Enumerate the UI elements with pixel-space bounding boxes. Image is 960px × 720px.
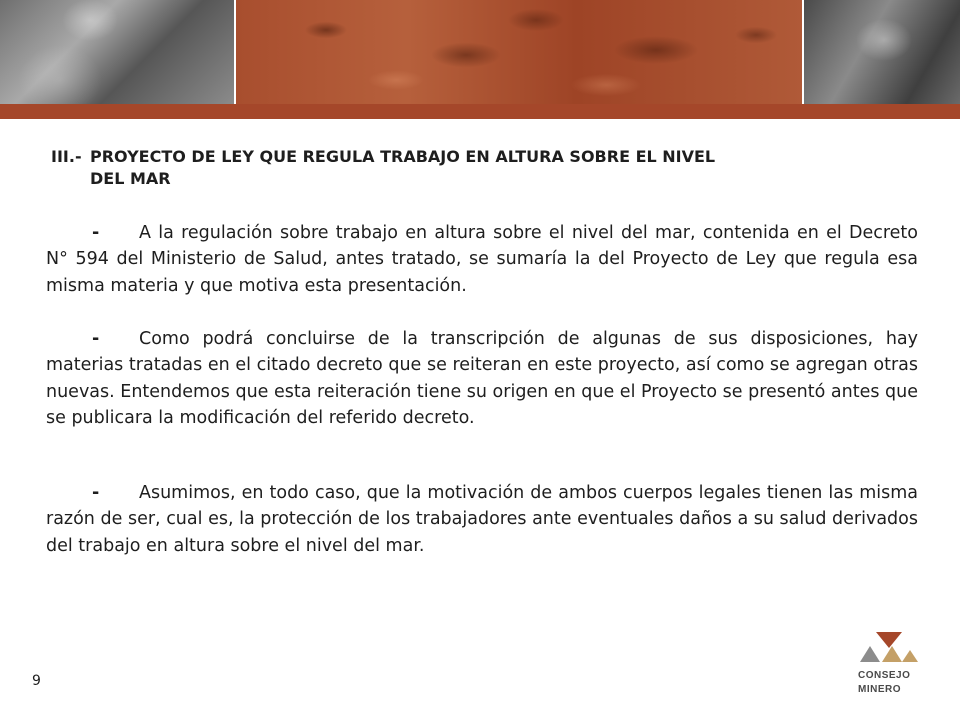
logo-rust-triangle (876, 632, 902, 648)
bullet-dash: - (92, 329, 100, 349)
logo-text-minero: MINERO (858, 684, 901, 695)
logo-gold-small-triangle (902, 650, 918, 662)
paragraph-2-text: Como podrá concluirse de la transcripción de algunas de sus disposiciones, hay materias tratadas en el citado decreto que se reiteran en este proyecto, así como se agregan otras nuevas. Entendemos que esta reiteración tiene su origen en que el Proyecto se presentó antes que se publicara la modificación del referido decreto. (46, 329, 918, 429)
accent-bar (0, 104, 960, 119)
paragraph-3-text: Asumimos, en todo caso, que la motivación de ambos cuerpos legales tienen las misma razón de ser, cual es, la protección de los trabajadores ante eventuales daños a su salud derivados del trabajo en altura sobre el nivel del mar. (46, 483, 918, 556)
logo-gold-triangle (882, 646, 902, 662)
section-title-line1: PROYECTO DE LEY QUE REGULA TRABAJO EN ALTURA SOBRE EL NIVEL (90, 147, 716, 166)
paragraph-1-text: A la regulación sobre trabajo en altura sobre el nivel del mar, contenida en el Decreto N° 594 del Ministerio de Salud, antes tratado, se sumaría la del Proyecto de Ley que regula esa misma materia y que motiva esta presentación. (46, 223, 918, 296)
header-banner (0, 0, 960, 104)
consejo-minero-logo (858, 628, 920, 698)
paragraph-3 (46, 480, 918, 559)
paragraph-2 (46, 326, 918, 432)
logo-text-consejo: CONSEJO (858, 670, 911, 681)
section-title-line2: DEL MAR (90, 169, 171, 188)
paragraph-1 (46, 220, 918, 299)
section-number: III.- (51, 147, 82, 166)
rock-texture-photo (236, 0, 804, 104)
section-title (90, 146, 790, 190)
page-number: 9 (32, 673, 41, 689)
miner-photo-right (804, 0, 960, 104)
logo-triangles-icon (858, 628, 920, 664)
logo-gray-triangle (860, 646, 880, 662)
bullet-dash: - (92, 483, 100, 503)
miner-photo-left (0, 0, 236, 104)
bullet-dash: - (92, 223, 100, 243)
